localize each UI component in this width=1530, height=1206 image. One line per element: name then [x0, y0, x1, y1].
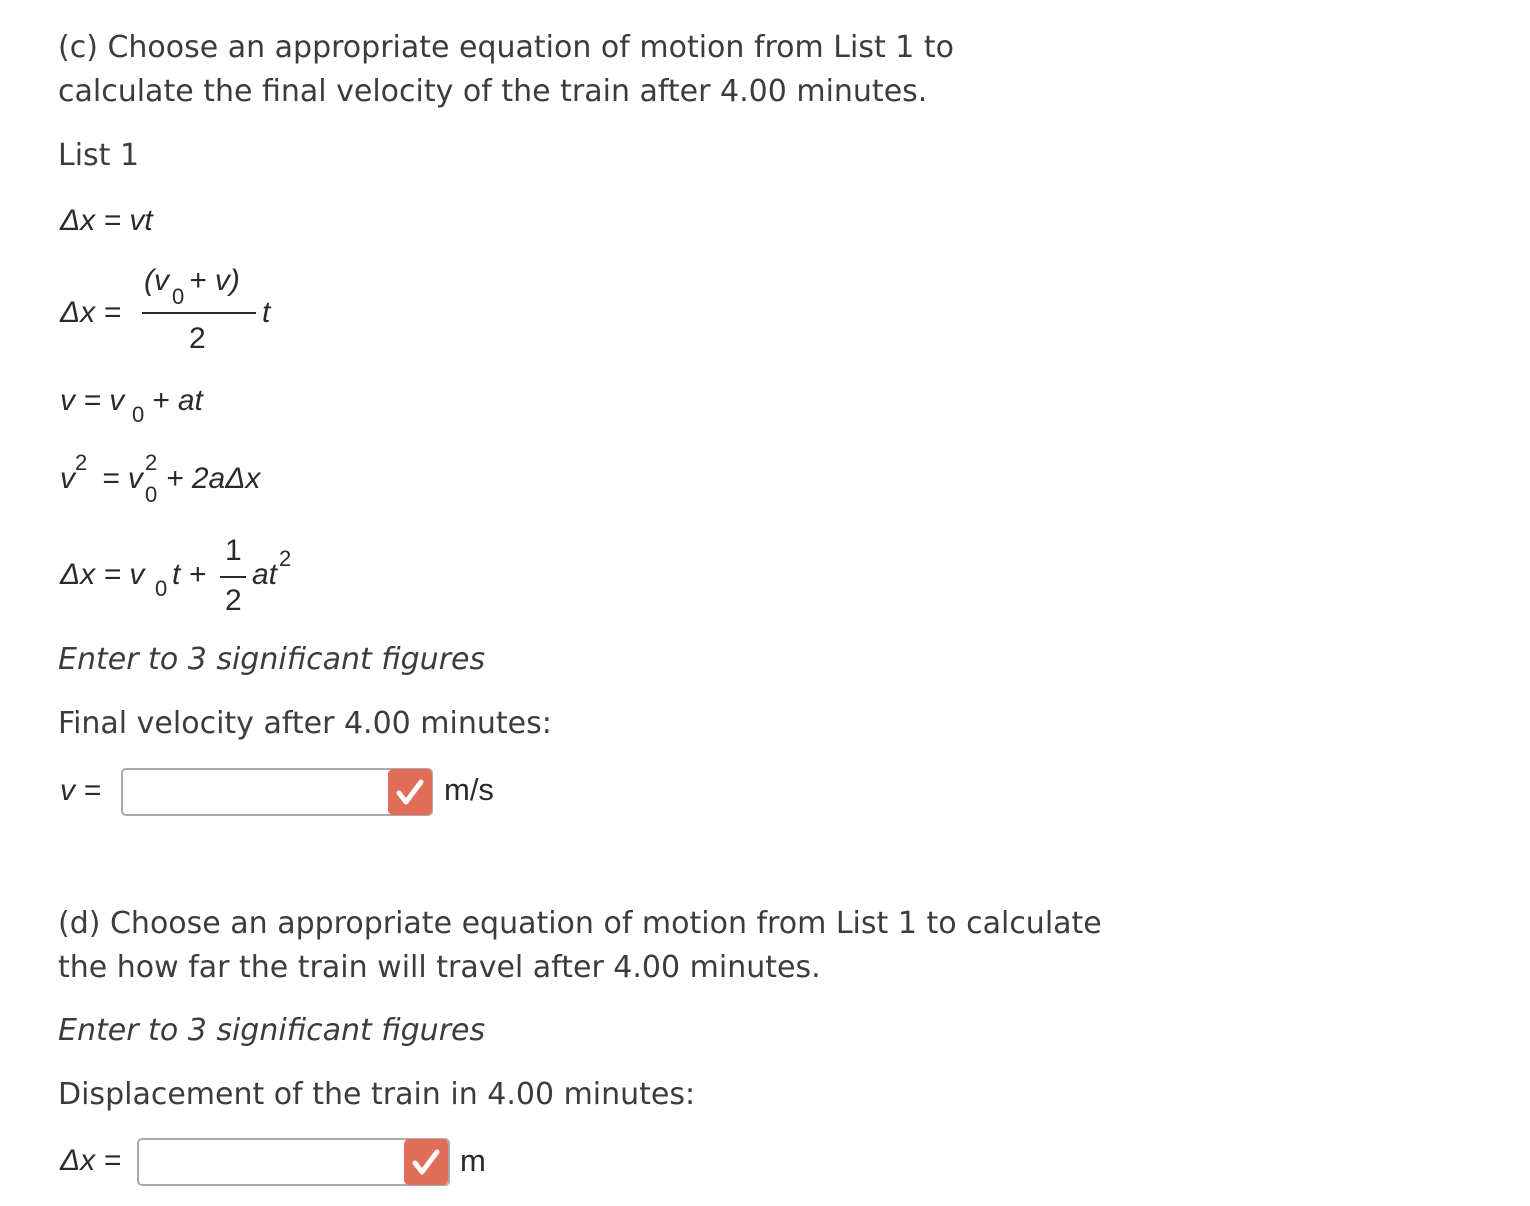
- part-d-check-button[interactable]: [404, 1139, 448, 1185]
- equation-2-numerator-rest: + v): [189, 264, 240, 297]
- equation-2-trailing: t: [262, 296, 271, 329]
- equation-2-numerator-subscript: 0: [172, 284, 185, 309]
- part-d-unit: m: [460, 1143, 486, 1178]
- equation-5-mid: t +: [172, 558, 207, 591]
- equation-4-rest: + 2aΔx: [166, 462, 261, 495]
- part-c-question-line2: calculate the final velocity of the train after 4.00 minutes.: [58, 74, 928, 109]
- part-d-question-line1: (d) Choose an appropriate equation of motion from List 1 to calculate: [58, 906, 1102, 941]
- equation-4-rhs-superscript: 2: [145, 450, 158, 475]
- part-c-hint: Enter to 3 significant figures: [58, 642, 486, 677]
- equation-1: [60, 204, 153, 238]
- equation-5-subscript: 0: [155, 576, 168, 601]
- equation-2-numerator: [144, 264, 240, 298]
- part-c-prompt: Final velocity after 4.00 minutes:: [58, 706, 552, 741]
- part-c-question-line1: (c) Choose an appropriate equation of motion from List 1 to: [58, 30, 955, 65]
- equation-2-denominator: 2: [189, 322, 206, 355]
- equation-5-lhs: Δx = v: [60, 558, 145, 591]
- checkmark-icon: [395, 777, 425, 807]
- equation-3-subscript: 0: [132, 402, 145, 427]
- equation-4-equals: = v: [102, 462, 143, 495]
- equation-4-lhs-superscript: 2: [75, 450, 88, 475]
- equation-2-fraction-bar: [142, 312, 256, 314]
- equation-5-tail: at: [252, 558, 278, 591]
- equation-2-lhs: Δx =: [60, 296, 121, 329]
- list-title: List 1: [58, 138, 140, 173]
- equation-5-fraction-bar: [220, 576, 246, 578]
- equation-3-rest: + at: [152, 384, 203, 417]
- part-d-answer-label: Δx =: [60, 1144, 121, 1177]
- part-d-hint: Enter to 3 significant figures: [58, 1013, 486, 1048]
- equation-4-rhs-subscript: 0: [145, 482, 158, 507]
- part-c-answer-label: v =: [60, 774, 101, 807]
- part-c-check-button[interactable]: [388, 769, 432, 815]
- equation-5-tail-superscript: 2: [279, 546, 292, 571]
- checkmark-icon: [411, 1147, 441, 1177]
- part-d-question-line2: the how far the train will travel after 4.00 minutes.: [58, 950, 821, 985]
- equation-4-lhs-base: v: [60, 462, 75, 495]
- equation-1-text: Δx = vt: [60, 204, 153, 237]
- equation-5-denominator: 2: [225, 584, 242, 617]
- equation-2-numerator-open: (v: [144, 264, 169, 297]
- part-d-prompt: Displacement of the train in 4.00 minutes:: [58, 1077, 696, 1112]
- equation-3-lhs: v = v: [60, 384, 125, 417]
- part-c-answer-input[interactable]: [121, 768, 433, 816]
- part-c-unit: m/s: [444, 772, 494, 807]
- equation-5-numerator: 1: [225, 534, 242, 567]
